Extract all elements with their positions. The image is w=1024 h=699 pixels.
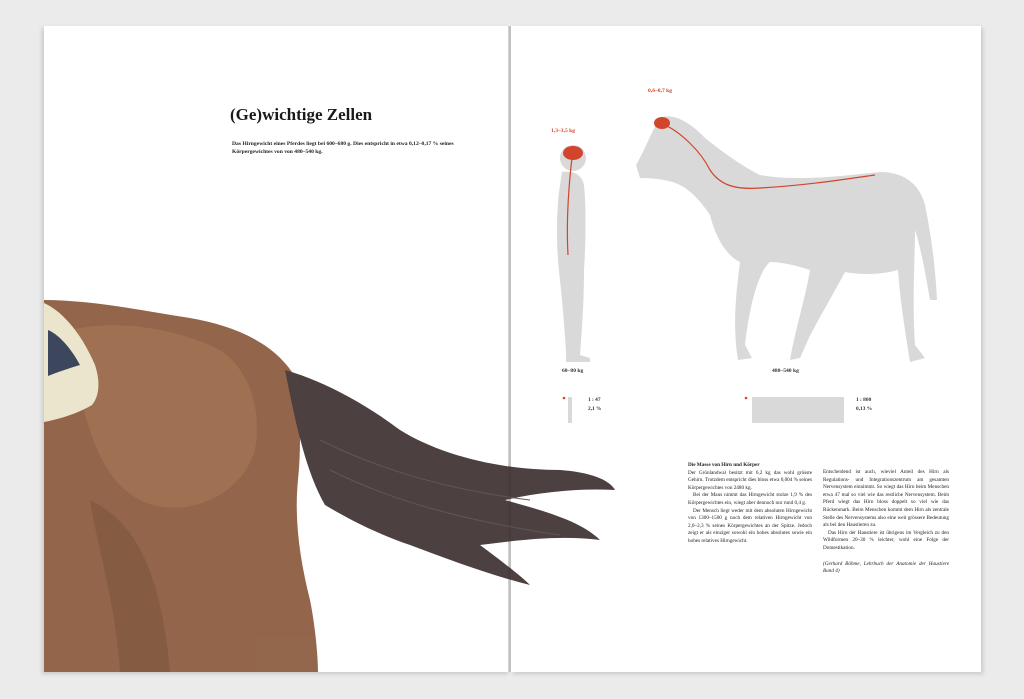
article-column-1 xyxy=(688,462,812,546)
horse-brain-weight: 0,6–0,7 kg xyxy=(648,88,673,94)
article-heading: Die Masse von Hirn und Körper xyxy=(688,462,760,468)
human-ratio: 1 : 47 xyxy=(588,397,601,403)
ratio-bars xyxy=(563,397,844,423)
human-silhouette xyxy=(557,145,590,362)
article-column-2 xyxy=(823,469,949,576)
human-brain-icon xyxy=(563,146,583,160)
horse-silhouette xyxy=(636,116,937,362)
citation: (Gerhard Böhme, Lehrbuch der Anatomie der Haustiere Band 4) xyxy=(823,560,949,575)
human-ratio-values xyxy=(588,396,601,413)
horse-body-weight: 480–540 kg xyxy=(772,368,799,374)
article-paragraph: Bei der Maus nimmt das Hirngewicht stolze 1,9 % des Körpergewichtes ein, wiegt aber dennoch nur rund 0,4 g. xyxy=(688,492,812,506)
intro-text: Das Hirngewicht eines Pferdes liegt bei 600–680 g. Dies entspricht in etwa 0,12–0,17 % seines Körpergewichtes von von 480–540 kg. xyxy=(232,141,454,155)
human-brain-weight: 1,3–3,5 kg xyxy=(551,128,576,134)
horse-percent: 0,13 % xyxy=(856,405,873,412)
article-paragraph: Der Grönlandwal besitzt mit 6,2 kg das wohl grösste Gehirn. Trotzdem entspricht dies bloss etwa 0,004 % seines Körpergewichtes von 2480 kg. xyxy=(688,469,812,491)
human-body-weight: 60–80 kg xyxy=(562,368,584,374)
human-percent: 2,1 % xyxy=(588,405,602,412)
human-ratio-bar xyxy=(568,397,572,423)
article-paragraph: Das Hirn der Haustiere ist übrigens im Vergleich zu den Wildformen 20–30 % leichter, wohl eine Folge der Domestikation. xyxy=(823,529,949,551)
horse-ratio-values xyxy=(856,396,872,413)
horse-rear-photo xyxy=(44,300,615,672)
article-paragraph: Der Mensch liegt weder mit dem absoluten Hirngewicht von 1300–1500 g noch dem relativen Hirngewicht von 2,0–2,3 % seines Körpergewichtes an der Spitze. Jedoch zeigt er als einziger sowohl ein hohes absolutes sowie ein hohes relatives Hirngewicht. xyxy=(688,507,812,544)
horse-ratio-bar xyxy=(752,397,844,423)
human-ratio-dot xyxy=(563,397,566,400)
article-paragraph: Entscheidend ist auch, wieviel Anteil des Hirn als Regulations- und Integrationszentrum am gesamten Nervensystem einnimmt. So wiegt das Hirn beim Menschen etwa 47 mal so viel wie das restliche Nervensystem. Beim Pferd wiegt das Hirn bloss doppelt so viel wie das Rückenmark. Beim Menschen kommt dem Hirn als zentrale Stelle des Nervensystems also eine weit grössere Bedeutung als bei den Haustieren zu. xyxy=(823,469,949,529)
page-title: (Ge)wichtige Zellen xyxy=(230,105,373,124)
horse-brain-icon xyxy=(654,117,670,129)
horse-ratio-dot xyxy=(745,397,748,400)
horse-ratio: 1 : 800 xyxy=(856,397,872,403)
